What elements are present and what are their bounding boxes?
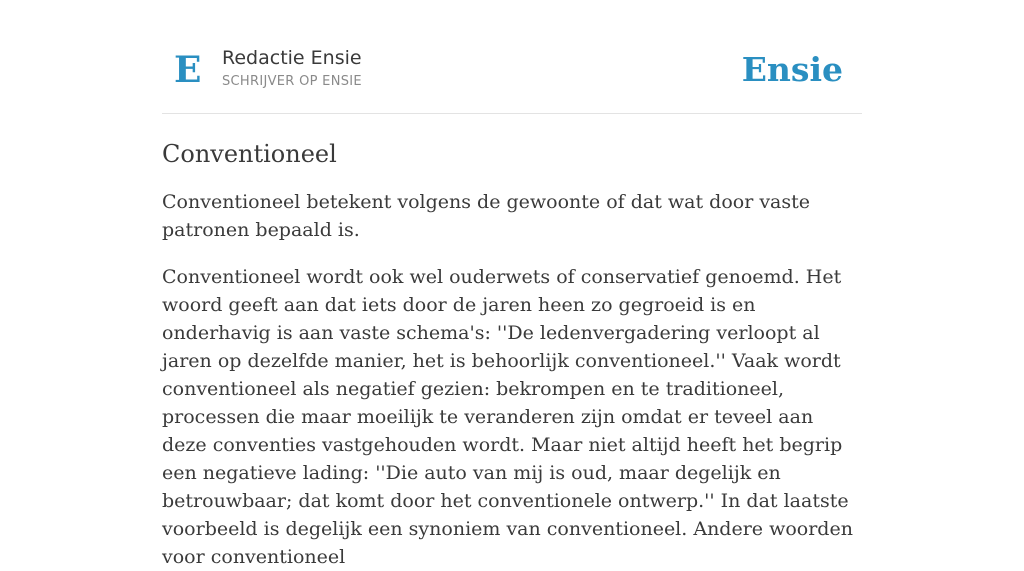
author-role: SCHRIJVER OP ENSIE: [222, 74, 362, 89]
author-name[interactable]: Redactie Ensie: [222, 47, 362, 69]
author-avatar[interactable]: E: [174, 49, 202, 91]
brand-logo[interactable]: Ensie: [741, 50, 843, 89]
article-title: Conventioneel: [162, 140, 337, 168]
article-header: [162, 0, 862, 114]
article-paragraph: Conventioneel wordt ook wel ouderwets of conservatief genoemd. Het woord geeft aan dat iets door de jaren heen zo gegroeid is en onderhavig is aan vaste schema's: ''De ledenvergadering verloopt al jaren op dezelfde manier, het is behoorlijk conventioneel.'' Vaak wordt conventioneel als negatief gezien: bekrompen en te traditioneel, processen die maar moeilijk te veranderen zijn omdat er teveel aan deze conventies vastgehouden wordt. Maar niet altijd heeft het begrip een negatieve lading: ''Die auto van mij is oud, maar degelijk en betrouwbaar; dat komt door het conventionele ontwerp.'' In dat laatste voorbeeld is degelijk een synoniem van conventioneel. Andere woorden voor conventioneel: [162, 266, 853, 568]
article-paragraph: Conventioneel betekent volgens de gewoonte of dat wat door vaste patronen bepaald is.: [162, 191, 811, 241]
article-container: [162, 0, 862, 571]
